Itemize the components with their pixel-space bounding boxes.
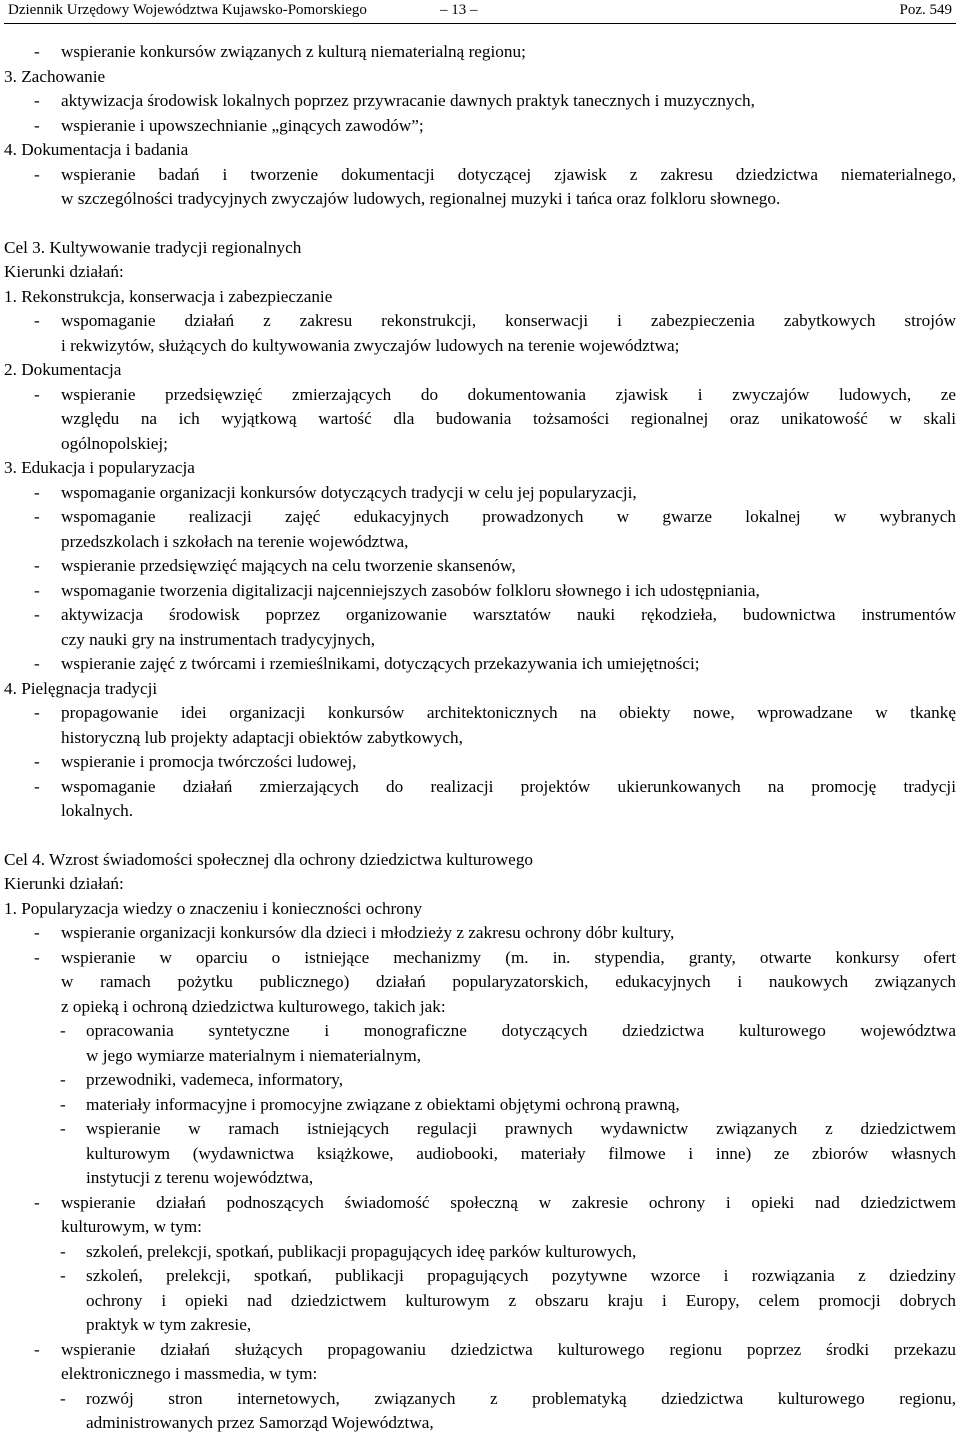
line-text: i rekwizytów, służących do kultywowania zwyczajów ludowych na terenie województwa; [61,335,680,355]
list-dash: - [60,1094,66,1114]
list-dash: - [34,91,40,110]
line-text: wspomaganie działań zmierzających do realizacji projektów ukierunkowanych na promocję tradycji [61,776,956,796]
line-text: opracowania syntetyczne i monograficzne dotyczących dziedzictwa kulturowego województwa [86,1021,956,1040]
text-line [4,1338,956,1363]
list-dash: - [34,654,40,673]
text-line [4,334,956,359]
line-text: czy nauki gry na instrumentach tradycyjnych, [61,629,376,649]
list-dash: - [34,164,40,184]
text-line [4,579,956,604]
line-text: lokalnych. [61,801,134,820]
line-text: Cel 3. Kultywowanie tradycji regionalnych [4,237,302,257]
text-line [4,775,956,800]
line-text: w ramach pożytku publicznego) działań popularyzatorskich, edukacyjnych i naukowych związanych [61,972,956,991]
line-text: Kierunki działań: [4,262,124,281]
line-text: 3. Edukacja i popularyzacja [4,458,195,477]
list-dash: - [34,311,40,330]
text-line [4,750,956,775]
text-line [4,358,956,383]
list-dash: - [34,947,40,967]
text-line [4,236,956,261]
line-text: wspieranie działań podnoszących świadomość społeczną w zakresie ochrony i opieki nad dziedzictwem [61,1192,956,1212]
text-line [4,456,956,481]
text-line [4,1068,956,1093]
text-line [4,603,956,628]
page-header [4,0,956,24]
text-line [4,1215,956,1240]
text-line [4,1166,956,1191]
page-number: – 13 – [440,2,478,18]
text-line [4,921,956,946]
text-line [4,799,956,824]
line-text: wspomaganie tworzenia digitalizacji najcenniejszych zasobów folkloru słownego i ich udostępniania, [61,580,760,600]
text-line [4,481,956,506]
text-line [4,701,956,726]
line-text: materiały informacyjne i promocyjne związane z obiektami objętymi ochroną prawną, [86,1094,680,1114]
paragraph-gap [4,824,956,848]
line-text: administrowanych przez Samorząd Województwa, [86,1413,434,1432]
text-line [4,89,956,114]
list-dash: - [60,1119,66,1138]
list-dash: - [34,1192,40,1212]
text-line [4,1411,956,1436]
line-text: praktyk w tym zakresie, [86,1315,252,1334]
line-text: wspieranie działań służących propagowaniu dziedzictwa kulturowego regionu poprzez środki przekazu [61,1339,956,1359]
list-dash: - [34,923,40,942]
list-dash: - [60,1266,66,1285]
list-dash: - [34,482,40,502]
text-line [4,285,956,310]
text-line [4,995,956,1020]
line-text: 4. Dokumentacja i badania [4,140,189,159]
list-dash: - [34,507,40,526]
list-dash: - [34,384,40,404]
text-line [4,260,956,285]
text-line [4,628,956,653]
text-line [4,530,956,555]
line-text: wspieranie organizacji konkursów dla dzieci i młodzieży z zakresu ochrony dóbr kultury, [61,923,675,942]
line-text: wspieranie przedsięwzięć mających na celu tworzenie skansenów, [61,556,516,575]
text-line [4,40,956,65]
text-line [4,309,956,334]
text-line [4,1313,956,1338]
line-text: wspieranie konkursów związanych z kulturą niematerialną regionu; [61,42,526,61]
line-text: przedszkolach i szkołach na terenie województwa, [61,531,409,551]
text-line [4,407,956,432]
list-dash: - [34,115,40,135]
text-line [4,1142,956,1167]
line-text: aktywizacja środowisk poprzez organizowanie warsztatów nauki rękodzieła, budownictwa instrumentów [61,605,956,624]
text-line [4,970,956,995]
list-dash: - [34,703,40,722]
text-line [4,1117,956,1142]
line-text: w szczególności tradycyjnych zwyczajów ludowych, regionalnej muzyki i tańca oraz folkloru słownego. [61,189,781,208]
list-dash: - [34,1339,40,1359]
line-text: względu na ich wyjątkową wartość dla budowania tożsamości regionalnej oraz unikatowość w skali [61,409,956,428]
text-line [4,1240,956,1265]
text-line [4,1264,956,1289]
list-dash: - [60,1070,66,1089]
list-dash: - [60,1388,66,1408]
journal-title: Dziennik Urzędowy Województwa Kujawsko-Pomorskiego [8,2,367,18]
line-text: wspieranie i upowszechnianie „ginących zawodów”; [61,115,424,135]
line-text: 4. Pielęgnacja tradycji [4,678,158,698]
paragraph-gap [4,212,956,236]
line-text: kulturowym (wydawnictwa książkowe, audiobooki, materiały filmowe i inne) ze zbiorów własnych [86,1143,956,1163]
line-text: wspieranie przedsięwzięć zmierzających do dokumentowania zjawisk i zwyczajów ludowych, ze [61,384,956,404]
line-text: propagowanie idei organizacji konkursów architektonicznych na obiekty nowe, wprowadzane w tkankę [61,703,956,722]
text-line [4,897,956,922]
list-dash: - [34,605,40,624]
line-text: 3. Zachowanie [4,66,106,86]
text-line [4,383,956,408]
line-text: instytucji z terenu województwa, [86,1168,314,1187]
text-line [4,1019,956,1044]
text-line [4,1044,956,1069]
line-text: wspieranie w ramach istniejących regulacji prawnych wydawnictw związanych z dziedzictwem [86,1119,956,1138]
list-dash: - [34,42,40,61]
text-line [4,505,956,530]
line-text: wspieranie badań i tworzenie dokumentacji dotyczącej zjawisk z zakresu dziedzictwa niematerialnego, [61,164,956,184]
text-line [4,1191,956,1216]
line-text: Cel 4. Wzrost świadomości społecznej dla ochrony dziedzictwa kulturowego [4,849,534,869]
text-line [4,677,956,702]
text-line [4,114,956,139]
line-text: elektronicznego i massmedia, w tym: [61,1364,318,1383]
line-text: 1. Popularyzacja wiedzy o znaczeniu i konieczności ochrony [4,898,423,918]
text-line [4,163,956,188]
text-line [4,65,956,90]
line-text: w jego wymiarze materialnym i niematerialnym, [86,1045,422,1065]
list-dash: - [60,1241,66,1261]
line-text: przewodniki, vademeca, informatory, [86,1070,344,1089]
line-text: rozwój stron internetowych, związanych z problematyką dziedzictwa kulturowego regionu, [86,1388,956,1408]
list-dash: - [34,752,40,771]
list-dash: - [34,556,40,575]
text-line [4,946,956,971]
list-dash: - [34,776,40,796]
text-line [4,872,956,897]
line-text: wspomaganie realizacji zajęć edukacyjnych prowadzonych w gwarze lokalnej w wybranych [61,507,956,526]
line-text: szkoleń, prelekcji, spotkań, publikacji propagujących ideę parków kulturowych, [86,1241,637,1261]
text-line [4,652,956,677]
line-text: 2. Dokumentacja [4,360,122,379]
text-line [4,1387,956,1412]
line-text: historyczną lub projekty adaptacji obiektów zabytkowych, [61,727,463,747]
line-text: szkoleń, prelekcji, spotkań, publikacji propagujących pozytywne wzorce i rozwiązania z dziedziny [86,1266,956,1285]
line-text: ochrony i opieki nad dziedzictwem kulturowym z obszaru kraju i Europy, celem promocji dobrych [86,1290,956,1310]
position-number: Poz. 549 [899,2,952,18]
text-line [4,1362,956,1387]
line-text: wspomaganie organizacji konkursów dotyczących tradycji w celu jej popularyzacji, [61,482,637,502]
line-text: kulturowym, w tym: [61,1217,202,1236]
line-text: wspieranie w oparciu o istniejące mechanizmy (m. in. stypendia, granty, otwarte konkursy ofert [61,947,956,967]
line-text: wspomaganie działań z zakresu rekonstrukcji, konserwacji i zabezpieczenia zabytkowych strojów [61,311,956,330]
line-text: ogólnopolskiej; [61,433,168,453]
text-line [4,1289,956,1314]
line-text: z opieką i ochroną dziedzictwa kulturowego, takich jak: [61,996,446,1016]
line-text: Kierunki działań: [4,874,124,893]
text-line [4,726,956,751]
list-dash: - [60,1021,66,1040]
text-line [4,138,956,163]
list-dash: - [34,580,40,600]
text-line [4,848,956,873]
text-line [4,554,956,579]
text-line [4,432,956,457]
text-line [4,1093,956,1118]
line-text: 1. Rekonstrukcja, konserwacja i zabezpieczanie [4,286,333,306]
document-body [4,24,956,1436]
text-line [4,187,956,212]
line-text: wspieranie i promocja twórczości ludowej, [61,752,357,771]
line-text: aktywizacja środowisk lokalnych poprzez przywracanie dawnych praktyk tanecznych i muzycznych, [61,91,755,110]
line-text: wspieranie zajęć z twórcami i rzemieślnikami, dotyczących przekazywania ich umiejętności; [61,654,700,673]
